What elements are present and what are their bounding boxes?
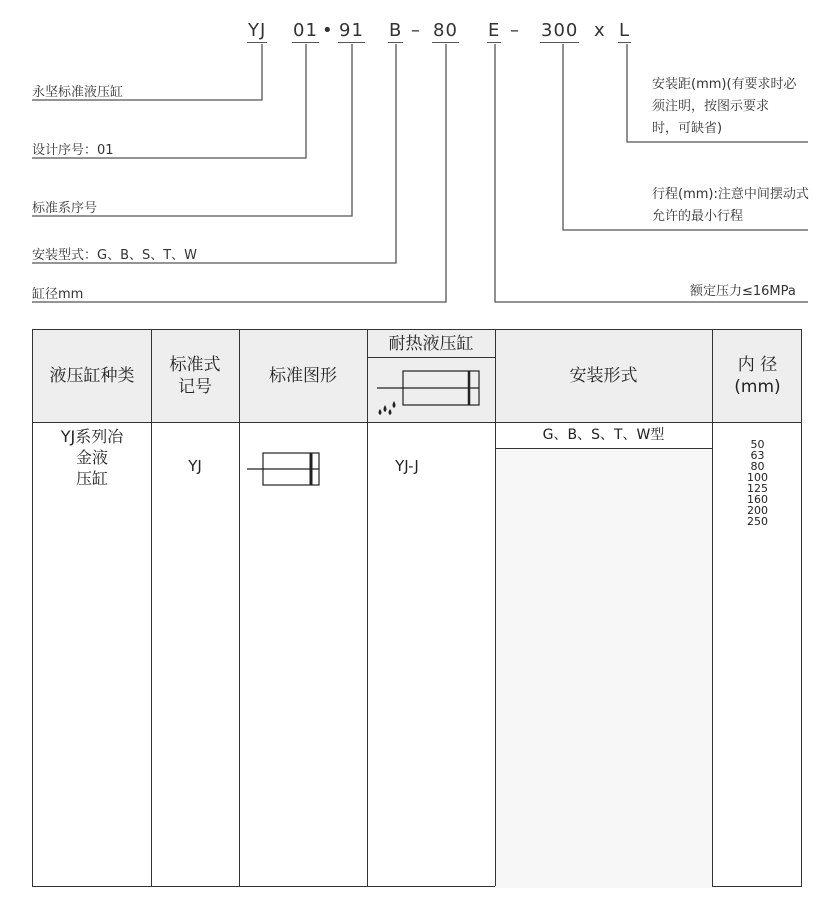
header-bore: 内 径 (mm) [734,355,781,397]
mount-subheader-divider [495,448,712,449]
bore-value: 160 [747,493,768,506]
label-std-series: 标准系序号 [32,201,98,216]
bore-value: 63 [750,449,765,462]
mounting-image-area [495,448,712,888]
label-mount-distance [652,74,797,140]
label-bore: 缸径mm [32,287,84,302]
bore-value: 200 [747,504,768,517]
bore-value: 250 [747,515,768,528]
model-code-leader-lines [0,0,828,320]
code-mount-distance: L [619,20,631,41]
label-mount-distance-line-1: 安装距(mm)(有要求时必 [652,77,797,92]
mount-types-subheader: G、B、S、T、W型 [542,427,665,443]
label-mount-distance-line-3: 时，可缺省) [652,121,723,136]
heat-resistant-cylinder-icon [367,357,495,422]
code-series: YJ [248,20,267,41]
leader-line-std-series [32,44,352,216]
code-dash-2: – [510,20,520,41]
label-mount-type: 安装型式：G、B、S、T、W [32,248,198,263]
spec-table [32,329,802,887]
row-type-line-2: 金液 [75,448,108,467]
row-std-code: YJ [188,457,202,475]
label-series: 永坚标准液压缸 [32,85,124,100]
header-heat-resistant: 耐热液压缸 [388,333,474,354]
header-std-figure: 标准图形 [269,366,337,386]
row-heat-code: YJ-J [395,457,419,475]
bore-list [712,439,803,527]
code-design-no: 01 [293,20,318,41]
code-mount-type: B [389,20,403,41]
header-type: 液压缸种类 [49,366,135,386]
standard-cylinder-icon [239,443,367,491]
label-stroke-line-2: 允许的最小行程 [652,209,744,224]
code-x: x [594,20,606,41]
code-std-series: 91 [339,20,364,41]
label-pressure: 额定压力≤16MPa [690,284,796,299]
bore-value: 80 [750,460,765,473]
header-mounting: 安装形式 [569,366,638,386]
code-stroke: 300 [541,20,579,41]
code-bore: 80 [433,20,458,41]
row-type-line-1: YJ系列冶 [60,427,124,446]
code-dash-1: – [411,20,421,41]
label-stroke [652,184,809,228]
bore-value: 50 [750,438,765,451]
row-type [33,426,151,489]
label-design-no: 设计序号：01 [32,143,114,158]
label-mount-distance-line-2: 须注明，按图示要求 [652,99,770,114]
code-pressure: E [488,20,501,41]
bore-value: 100 [747,471,768,484]
row-type-line-3: 压缸 [75,469,108,488]
label-stroke-line-1: 行程(mm):注意中间摆动式 [652,187,809,202]
code-dot: • [322,20,334,41]
header-std-code: 标准式 记号 [169,355,221,397]
bore-value: 125 [747,482,768,495]
